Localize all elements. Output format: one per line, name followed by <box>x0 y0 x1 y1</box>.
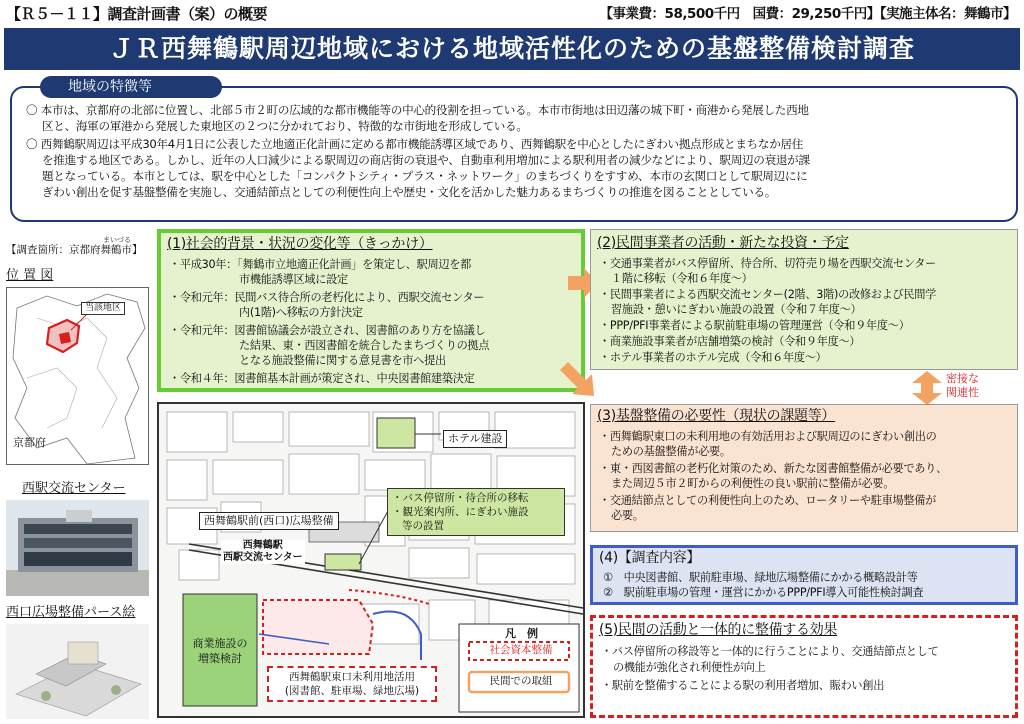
commerce-line: 商業施設の <box>192 637 248 650</box>
bus-note-line: ・バス停留所・待合所の移転 <box>392 492 529 504</box>
section-5-title: (5)民間の活動と一体的に整備する効果 <box>599 622 838 638</box>
features-line: 〇 本市は、京都府の北部に位置し、北部５市２町の広域的な都市機能等の中心的役割を担っている。本市市街地は田辺藩の城下町・商港から発展した西地 <box>26 103 809 117</box>
features-line: を推進する地区である。しかし、近年の人口減少による駅周辺の商店街の衰退や、自動車利用増加による駅利用者の減少などにより、駅周辺の衰退が課 <box>42 153 810 167</box>
legend-private: 民間での取組 <box>489 675 553 687</box>
features-line: 〇 西舞鶴駅周辺は平成30年4月1日に公表した立地適正化計画に定める都市機能誘導区域であり、西舞鶴駅を中心としたにぎわい拠点形成とまちなか居住 <box>26 137 804 151</box>
location-map-title: 位 置 図 <box>6 268 54 283</box>
commerce-label <box>187 636 253 666</box>
bus-note-line: 等の設置 <box>402 520 444 532</box>
features-panel <box>10 86 1018 222</box>
features-paragraph-1 <box>26 102 1016 134</box>
section-background <box>157 229 585 392</box>
site-note: 【調査箇所：京都府舞鶴市】 <box>6 244 143 256</box>
section-4-title: (4)【調査内容】 <box>599 550 701 566</box>
relation-line: 密接な <box>946 372 979 385</box>
features-line: 区と、海軍の軍港から発展した東地区の２つに分かれており、特徴的な市街地を形成している。 <box>42 119 528 133</box>
location-map <box>6 287 149 465</box>
features-line: 題となっている。本市としては、駅を中心とした「コンパクトシティ・プラス・ネットワーク」のまちづくりをすすめ、本市の玄関口として駅周辺にに <box>42 169 808 183</box>
effect-line: ・バス停留所の移設等と一体的に行うことにより、交通結節点として <box>601 645 939 658</box>
station-label <box>221 540 305 564</box>
survey-line: ① 中央図書館、駅前駐車場、緑地広場整備にかかる概略設計等 <box>603 571 918 584</box>
station-center-name: 西駅交流センター <box>223 552 303 563</box>
legend-social: 社会資本整備 <box>489 644 553 656</box>
east-unused-label <box>267 666 437 702</box>
item-text: た結果、東・西図書館を統合したまちづくりの拠点 <box>239 339 490 352</box>
item-era: ・令和４年： <box>169 372 235 385</box>
item-era: ・令和元年： <box>169 324 235 337</box>
background-item <box>169 290 484 305</box>
double-arrow-icon <box>910 371 944 405</box>
background-item <box>169 371 475 386</box>
section-private-investment <box>590 229 1018 370</box>
features-line: ぎわい創出を促す基盤整備を実施し、交通結節点としての利便性向上や歴史・文化を活かした魅力あるまちづくりの推進を図ることとしている。 <box>42 185 776 199</box>
item-text: 「舞鶴市立地適正化計画」を策定し、駅周辺を都 <box>237 258 472 271</box>
station-name: 西舞鶴駅 <box>242 540 283 551</box>
effect-line: の機能が強化され利便性が向上 <box>613 661 766 674</box>
budget-heading: 【事業費：58,500千円 国費：29,250千円】【実施主体名：舞鶴市】 <box>599 6 1016 22</box>
item-text: 内(1階)へ移転の方針決定 <box>239 306 363 319</box>
west-center-title: 西駅交流センター <box>22 481 126 496</box>
relation-line: 関連性 <box>946 386 979 399</box>
legend-title: 凡 例 <box>505 627 538 640</box>
features-paragraph-2 <box>26 136 1016 200</box>
map-tag: 当該地区 <box>81 302 125 315</box>
section-survey-content <box>590 545 1018 605</box>
section-3-title: (3)基盤整備の必要性（現状の課題等） <box>597 408 836 424</box>
investment-line: ・PPP/PFI事業者による駅前駐車場の管理運営（令和９年度～） <box>599 319 910 332</box>
west-plaza-rendering <box>6 624 149 719</box>
hotel-label: ホテル建設 <box>443 430 507 448</box>
item-era: ・平成30年： <box>169 258 238 271</box>
west-plaza-label: 西舞鶴駅前(西口)広場整備 <box>199 512 339 530</box>
item-era: ・令和元年： <box>169 291 235 304</box>
item-text: 図書館基本計画が策定され、中央図書館建築決定 <box>234 372 475 385</box>
necessity-line: ための基盤整備が必要。 <box>611 445 731 458</box>
doc-id-heading: 【Ｒ５－１１】調査計画書（案）の概要 <box>6 5 268 23</box>
section-1-title: (1)社会的背景・状況の変化等（きっかけ） <box>167 236 433 252</box>
west-center-photo <box>6 500 149 596</box>
survey-line: ② 駅前駐車場の管理・運営にかかるPPP/PFI導入可能性検討調査 <box>603 586 924 599</box>
investment-line: ・交通事業者がバス停留所、待合所、切符売り場を西駅交流センター <box>599 257 937 270</box>
commerce-line: 増築検討 <box>198 652 242 665</box>
bus-note-line: ・観光案内所、にぎわい施設 <box>392 506 529 518</box>
relation-note <box>946 372 979 400</box>
page-title: ＪＲ西舞鶴駅周辺地域における地域活性化のための基盤整備検討調査 <box>4 28 1020 70</box>
map-pref-label: 京都府 <box>13 436 46 449</box>
site-map <box>157 402 585 718</box>
necessity-line: ・交通結節点としての利便性向上のため、ロータリーや駐車場整備が <box>599 494 937 507</box>
section-2-title: (2)民間事業者の活動・新たな投資・予定 <box>597 235 849 251</box>
necessity-line: ・東・西図書館の老朽化対策のため、新たな図書館整備が必要であり、 <box>599 462 947 475</box>
item-text: 民間バス待合所の老朽化により、西駅交流センター <box>234 291 485 304</box>
item-text: 図書館協議会が設立され、図書館のあり方を協議し <box>234 324 486 337</box>
investment-line: 習施設・憩いにぎわい施設の設置（令和７年度～） <box>611 303 862 316</box>
background-item <box>169 323 485 338</box>
west-plaza-title: 西口広場整備パース絵 <box>6 605 136 620</box>
east-line: 西舞鶴駅東口未利用地活用 <box>289 671 415 683</box>
effect-line: ・駅前を整備することによる駅の利用者増加、賑わい創出 <box>601 679 885 692</box>
section-necessity <box>590 404 1018 532</box>
necessity-line: ・西舞鶴駅東口の未利用地の有効活用および駅周辺のにぎわい創出の <box>599 430 937 443</box>
background-item <box>169 257 471 272</box>
features-label: 地域の特徴等 <box>40 76 222 98</box>
necessity-line: また周辺５市２町からの利便性の良い駅前に整備が必要。 <box>611 477 895 490</box>
section-effects <box>590 615 1018 718</box>
east-line: (図書館、駐車場、緑地広場) <box>284 685 420 697</box>
investment-line: ・ホテル事業者のホテル完成（令和６年度～） <box>599 351 827 364</box>
item-text: 市機能誘導区域に設定 <box>239 273 348 286</box>
bus-relocation-note <box>387 488 565 536</box>
necessity-line: 必要。 <box>611 509 644 522</box>
item-text: となる施設整備に関する意見書を市へ提出 <box>239 354 446 367</box>
investment-line: ・民間事業者による西駅交流センター(2階、3階)の改修および民間学 <box>599 288 937 301</box>
investment-line: ・商業施設事業者が店舗増築の検討（令和９年度～） <box>599 335 861 348</box>
investment-line: １階に移転（令和６年度～） <box>611 272 753 285</box>
site-ruby: まいづる <box>103 236 131 244</box>
